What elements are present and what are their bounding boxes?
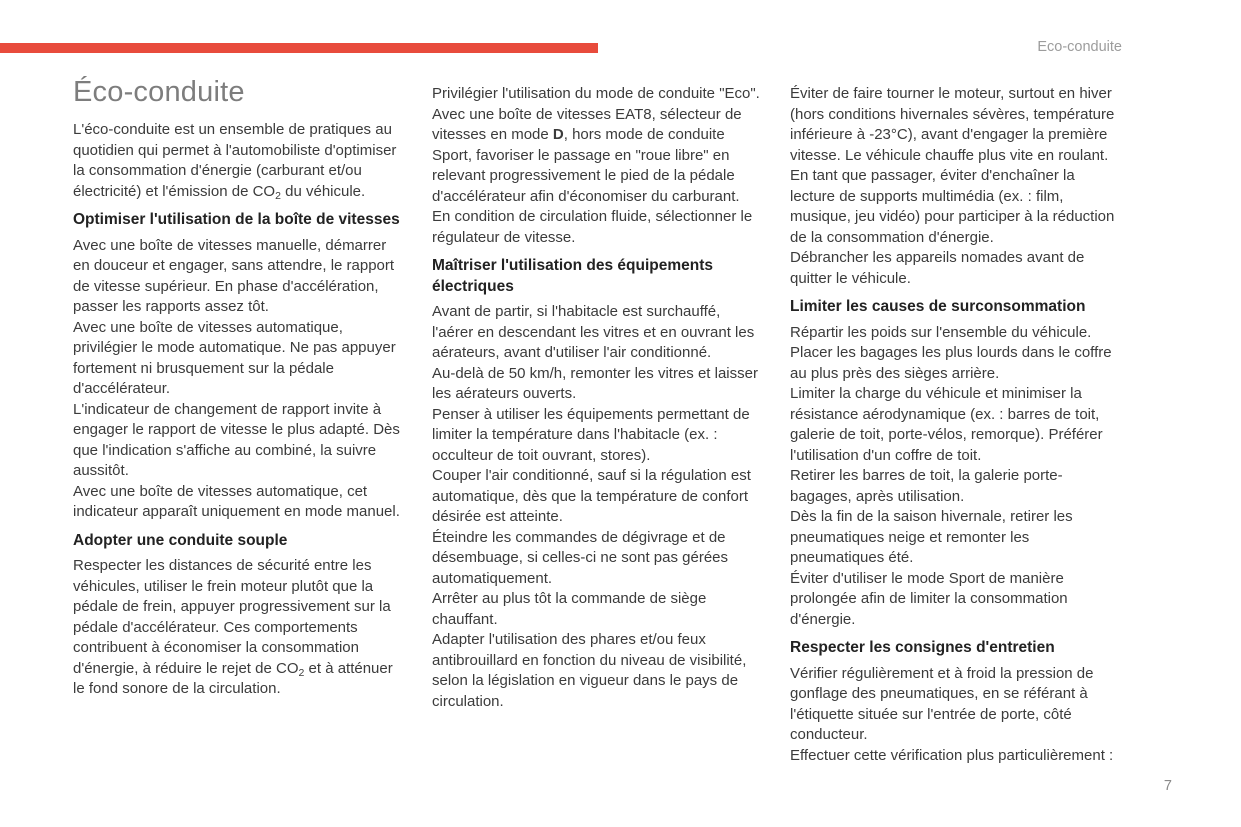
body-paragraph: Retirer les barres de toit, la galerie porte-bagages, après utilisation. — [790, 467, 1063, 505]
body-paragraph: En tant que passager, éviter d'enchaîner la lecture de supports multimédia (ex. : film, musique, jeu vidéo) pour participer à la réduction de la consommation d'énergie. — [790, 167, 1115, 246]
body-paragraph: Au-delà de 50 km/h, remonter les vitres et laisser les aérateurs ouverts. — [432, 364, 758, 402]
body-paragraph: Avec une boîte de vitesses automatique, cet indicateur apparaît uniquement en mode manuel. — [73, 482, 400, 520]
page-title: Éco-conduite — [73, 76, 245, 108]
column-middle — [432, 84, 765, 712]
section-heading: Respecter les consignes d'entretien — [790, 639, 1055, 656]
body-paragraph: Vérifier régulièrement et à froid la pression de gonflage des pneumatiques, en se référant à l'étiquette située sur l'entrée de porte, côté conducteur. — [790, 664, 1094, 743]
body-paragraph: Éviter d'utiliser le mode Sport de manière prolongée afin de limiter la consommation d'énergie. — [790, 569, 1068, 628]
body-paragraph: Arrêter au plus tôt la commande de siège chauffant. — [432, 590, 707, 628]
body-paragraph: Éteindre les commandes de dégivrage et de désembuage, si celles-ci ne sont pas gérées automatiquement. — [432, 528, 729, 587]
body-paragraph: Avant de partir, si l'habitacle est surchauffé, l'aérer en descendant les vitres et en ouvrant les aérateurs, avant d'utiliser l'air conditionné. — [432, 303, 755, 361]
body-paragraph: Avec une boîte de vitesses manuelle, démarrer en douceur et engager, sans attendre, le rapport de vitesse supérieur. En phase d'accélération, passer les rapports assez tôt. — [73, 236, 395, 315]
body-paragraph: En condition de circulation fluide, sélectionner le régulateur de vitesse. — [432, 208, 753, 246]
body-paragraph: Respecter les distances de sécurité entre les véhicules, utiliser le frein moteur plutôt que la pédale de frein, appuyer progressivement sur la pédale d'accélérateur. Ces comportements contribuent à économiser la consommation d'énergie, à réduire le rejet de $CO_2$ et à atténuer le fond sonore de la circulation. — [73, 557, 393, 697]
body-paragraph: Effectuer cette vérification plus particulièrement : — [790, 746, 1114, 764]
running-header: Eco-conduite — [1037, 39, 1122, 55]
body-paragraph: Couper l'air conditionné, sauf si la régulation est automatique, dès que la température de confort désirée est atteinte. — [432, 467, 751, 525]
body-paragraph: Penser à utiliser les équipements permettant de limiter la température dans l'habitacle (ex. : occulteur de toit ouvrant, stores). — [432, 405, 750, 464]
body-paragraph: L'indicateur de changement de rapport invite à engager le rapport de vitesse le plus adapté. Dès que l'indication s'affiche au combiné, la suivre aussitôt. — [73, 400, 400, 479]
body-paragraph: Privilégier l'utilisation du mode de conduite "Eco". — [432, 85, 760, 102]
page-number: 7 — [1163, 778, 1172, 794]
body-paragraph: Avec une boîte de vitesses EAT8, sélecteur de vitesses en mode D, hors mode de conduite Sport, favoriser le passage en "roue libre" en relevant progressivement le pied de la pédale d'accélérateur afin d'économiser du carburant. — [432, 105, 742, 205]
body-paragraph: L'éco-conduite est un ensemble de pratiques au quotidien qui permet à l'automobiliste d'optimiser la consommation d'énergie (carburant et/ou électricité) et l'émission de $CO_2$ du véhicule. — [73, 121, 397, 202]
body-paragraph: Répartir les poids sur l'ensemble du véhicule. Placer les bagages les plus lourds dans le coffre au plus près des sièges arrière. — [790, 323, 1112, 382]
body-paragraph: Limiter la charge du véhicule et minimiser la résistance aérodynamique (ex. : barres de toit, galerie de toit, porte-vélos, remorque). Préférer l'utilisation d'un coffre de toit. — [790, 385, 1103, 464]
column-left — [73, 76, 406, 700]
section-heading: Optimiser l'utilisation de la boîte de vitesses — [73, 211, 400, 228]
section-heading: Limiter les causes de surconsommation — [790, 298, 1086, 315]
body-paragraph: Avec une boîte de vitesses automatique, privilégier le mode automatique. Ne pas appuyer fortement ni brusquement sur la pédale d'accélérateur. — [73, 318, 396, 397]
body-paragraph: Éviter de faire tourner le moteur, surtout en hiver (hors conditions hivernales sévères, température inférieure à -23°C), avant d'engager la première vitesse. Le véhicule chauffe plus vite en roulant. — [790, 85, 1115, 164]
section-heading: Adopter une conduite souple — [73, 531, 288, 549]
column-right-blocks — [790, 84, 1123, 766]
body-paragraph: Dès la fin de la saison hivernale, retirer les pneumatiques neige et remonter les pneumatiques été. — [790, 508, 1073, 566]
accent-bar — [0, 43, 598, 53]
body-paragraph: Débrancher les appareils nomades avant de quitter le véhicule. — [790, 249, 1085, 287]
body-paragraph: Adapter l'utilisation des phares et/ou feux antibrouillard en fonction du niveau de visibilité, selon la législation en vigueur dans le pays de circulation. — [432, 631, 747, 710]
column-right — [790, 84, 1123, 766]
section-heading: Maîtriser l'utilisation des équipements électriques — [432, 257, 714, 295]
column-left-blocks — [73, 120, 406, 700]
column-middle-blocks — [432, 84, 765, 712]
